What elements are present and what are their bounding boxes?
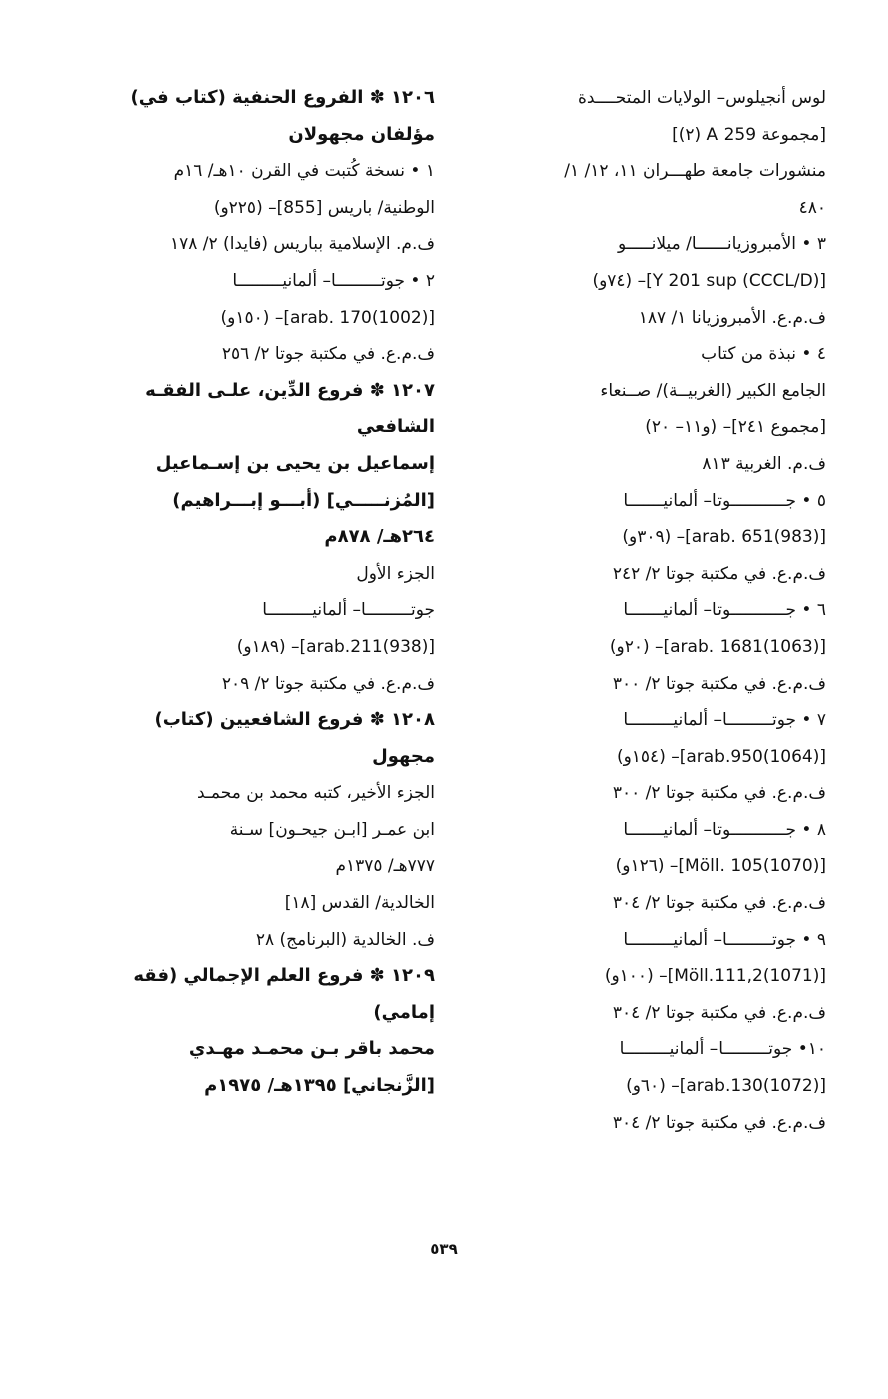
right-column-line: ٨ • جـــــــــــوتا– ألمانيـــــــا [623,819,826,840]
left-column-line: مؤلفان مجهولان [288,123,435,145]
left-column-line: ٢ • جوتـــــــــا– ألمانيـــــــــا [232,270,435,291]
right-column-line: [(1071)Möll.111,2]– (١٠٠و) [604,966,826,987]
right-column-line: ٤ • نبذة من كتاب [701,344,826,365]
left-column-line: ف.م.ع. في مكتبة جوتا ٢/ ٢٥٦ [221,344,435,365]
left-column-line: ف. الخالدية (البرنامج) ٢٨ [255,929,435,950]
left-column-line: مجهول [372,745,435,767]
left-column-line: إمامي) [373,1001,435,1023]
left-column-line: ١٢٠٨ ✽ فروع الشافعيين (كتاب) [154,709,435,731]
right-column-line: [(1072)arab.130]– (٦٠و) [626,1076,826,1097]
right-column-line: ٦ • جـــــــــــوتا– ألمانيـــــــا [623,600,826,621]
right-column-line: [(983)arab. 651]– (٣٠٩و) [622,527,826,548]
page-number: ٥٣٩ [430,1240,458,1258]
right-column [491,80,826,1141]
right-column-line: [مجموعة 259 A (٢)] [672,124,826,145]
left-column-line: ١ • نسخة كُتبت في القرن ١٠هـ/ ١٦م [173,161,435,182]
left-column-line: ف.م. الإسلامية بباريس (فايدا) ٢/ ١٧٨ [169,234,435,255]
left-column-line: ابن عمـر [ابـن جيحـون] سـنة [229,819,435,840]
right-column-line: ف.م.ع. في مكتبة جوتا ٢/ ٣٠٠ [612,783,826,804]
right-column-line: ف.م.ع. في مكتبة جوتا ٢/ ٣٠٤ [612,893,826,914]
left-column-line: [(1002)arab. 170]– (١٥٠و) [220,307,435,328]
right-column-line: الجامع الكبير (الغربيــة)/ صــنعاء [600,380,826,401]
right-column-line: ٩ • جوتـــــــــا– ألمانيـــــــــا [623,929,826,950]
right-column-line: ف.م. الغربية ٨١٣ [702,453,826,474]
right-column-line: [(1063)arab. 1681]– (٢٠و) [609,636,826,657]
left-column-line: جوتـــــــــا– ألمانيـــــــــا [262,600,435,621]
left-column-line: [المُزنـــــي] (أبـــو إبـــراهيم) [172,489,435,511]
left-column-line: ٢٦٤هـ/ ٨٧٨م [324,526,435,548]
left-column-line: الشافعي [356,416,435,438]
right-column-line: ٥ • جـــــــــــوتا– ألمانيـــــــا [623,490,826,511]
left-column-line: محمد باقر بـن محمـد مهـدي [188,1038,435,1060]
right-column-line: [Y 201 sup (CCCL/D)]– (٧٤و) [592,270,826,291]
left-column [95,80,435,1105]
right-column-line: ف.م.ع. في مكتبة جوتا ٢/ ٣٠٤ [612,1002,826,1023]
left-column-line: ١٢٠٩ ✽ فروع العلم الإجمالي (فقه [133,965,435,987]
right-column-line: ف.م.ع. في مكتبة جوتا ٢/ ٣٠٠ [612,673,826,694]
left-column-line: [(938)arab.211]– (١٨٩و) [236,636,435,657]
left-column-line: الخالدية/ القدس [١٨] [284,893,435,914]
left-column-line: ٧٧٧هـ/ ١٣٧٥م [335,856,435,877]
right-column-line: ٧ • جوتـــــــــا– ألمانيـــــــــا [623,710,826,731]
right-column-line: ف.م.ع. الأمبروزيانا ١/ ١٨٧ [638,307,826,328]
right-column-line: [(1064)arab.950]– (١٥٤و) [616,746,826,767]
left-column-line: الجزء الأخير، كتبه محمد بن محمـد [197,783,435,804]
left-column-line: الجزء الأول [356,563,435,584]
left-column-line: ف.م.ع. في مكتبة جوتا ٢/ ٢٠٩ [221,673,435,694]
right-column-line: ف.م.ع. في مكتبة جوتا ٢/ ٣٠٤ [612,1112,826,1133]
right-column-line: ١٠• جوتـــــــــا– ألمانيـــــــــا [619,1039,826,1060]
right-column-line: لوس أنجيلوس– الولايات المتحــــدة [577,88,826,108]
right-column-line: ف.م.ع. في مكتبة جوتا ٢/ ٢٤٢ [612,563,826,584]
right-column-line: ٣ • الأمبروزيانــــــا/ ميلانـــــو [617,234,826,255]
left-column-line: الوطنية/ باريس [855]– (٢٢٥و) [213,197,435,218]
right-column-line: [مجموع ٢٤١]– (و١١– ٢٠) [645,417,826,438]
left-column-line: ١٢٠٧ ✽ فروع الدِّين، علـى الفقـه [145,379,435,401]
left-column-line: إسماعيل بن يحيى بن إسـماعيل [155,452,435,474]
left-column-line: ١٢٠٦ ✽ الفروع الحنفية (كتاب في) [130,87,435,108]
left-column-line: [الزَّنجاني] ١٣٩٥هـ/ ١٩٧٥م [204,1075,435,1097]
right-column-line: منشورات جامعة طهـــران ١١، ١٢/ ١/ [564,161,826,182]
right-column-line: [(1070)Möll. 105]– (١٢٦و) [615,856,826,877]
right-column-line: ٤٨٠ [798,197,826,218]
